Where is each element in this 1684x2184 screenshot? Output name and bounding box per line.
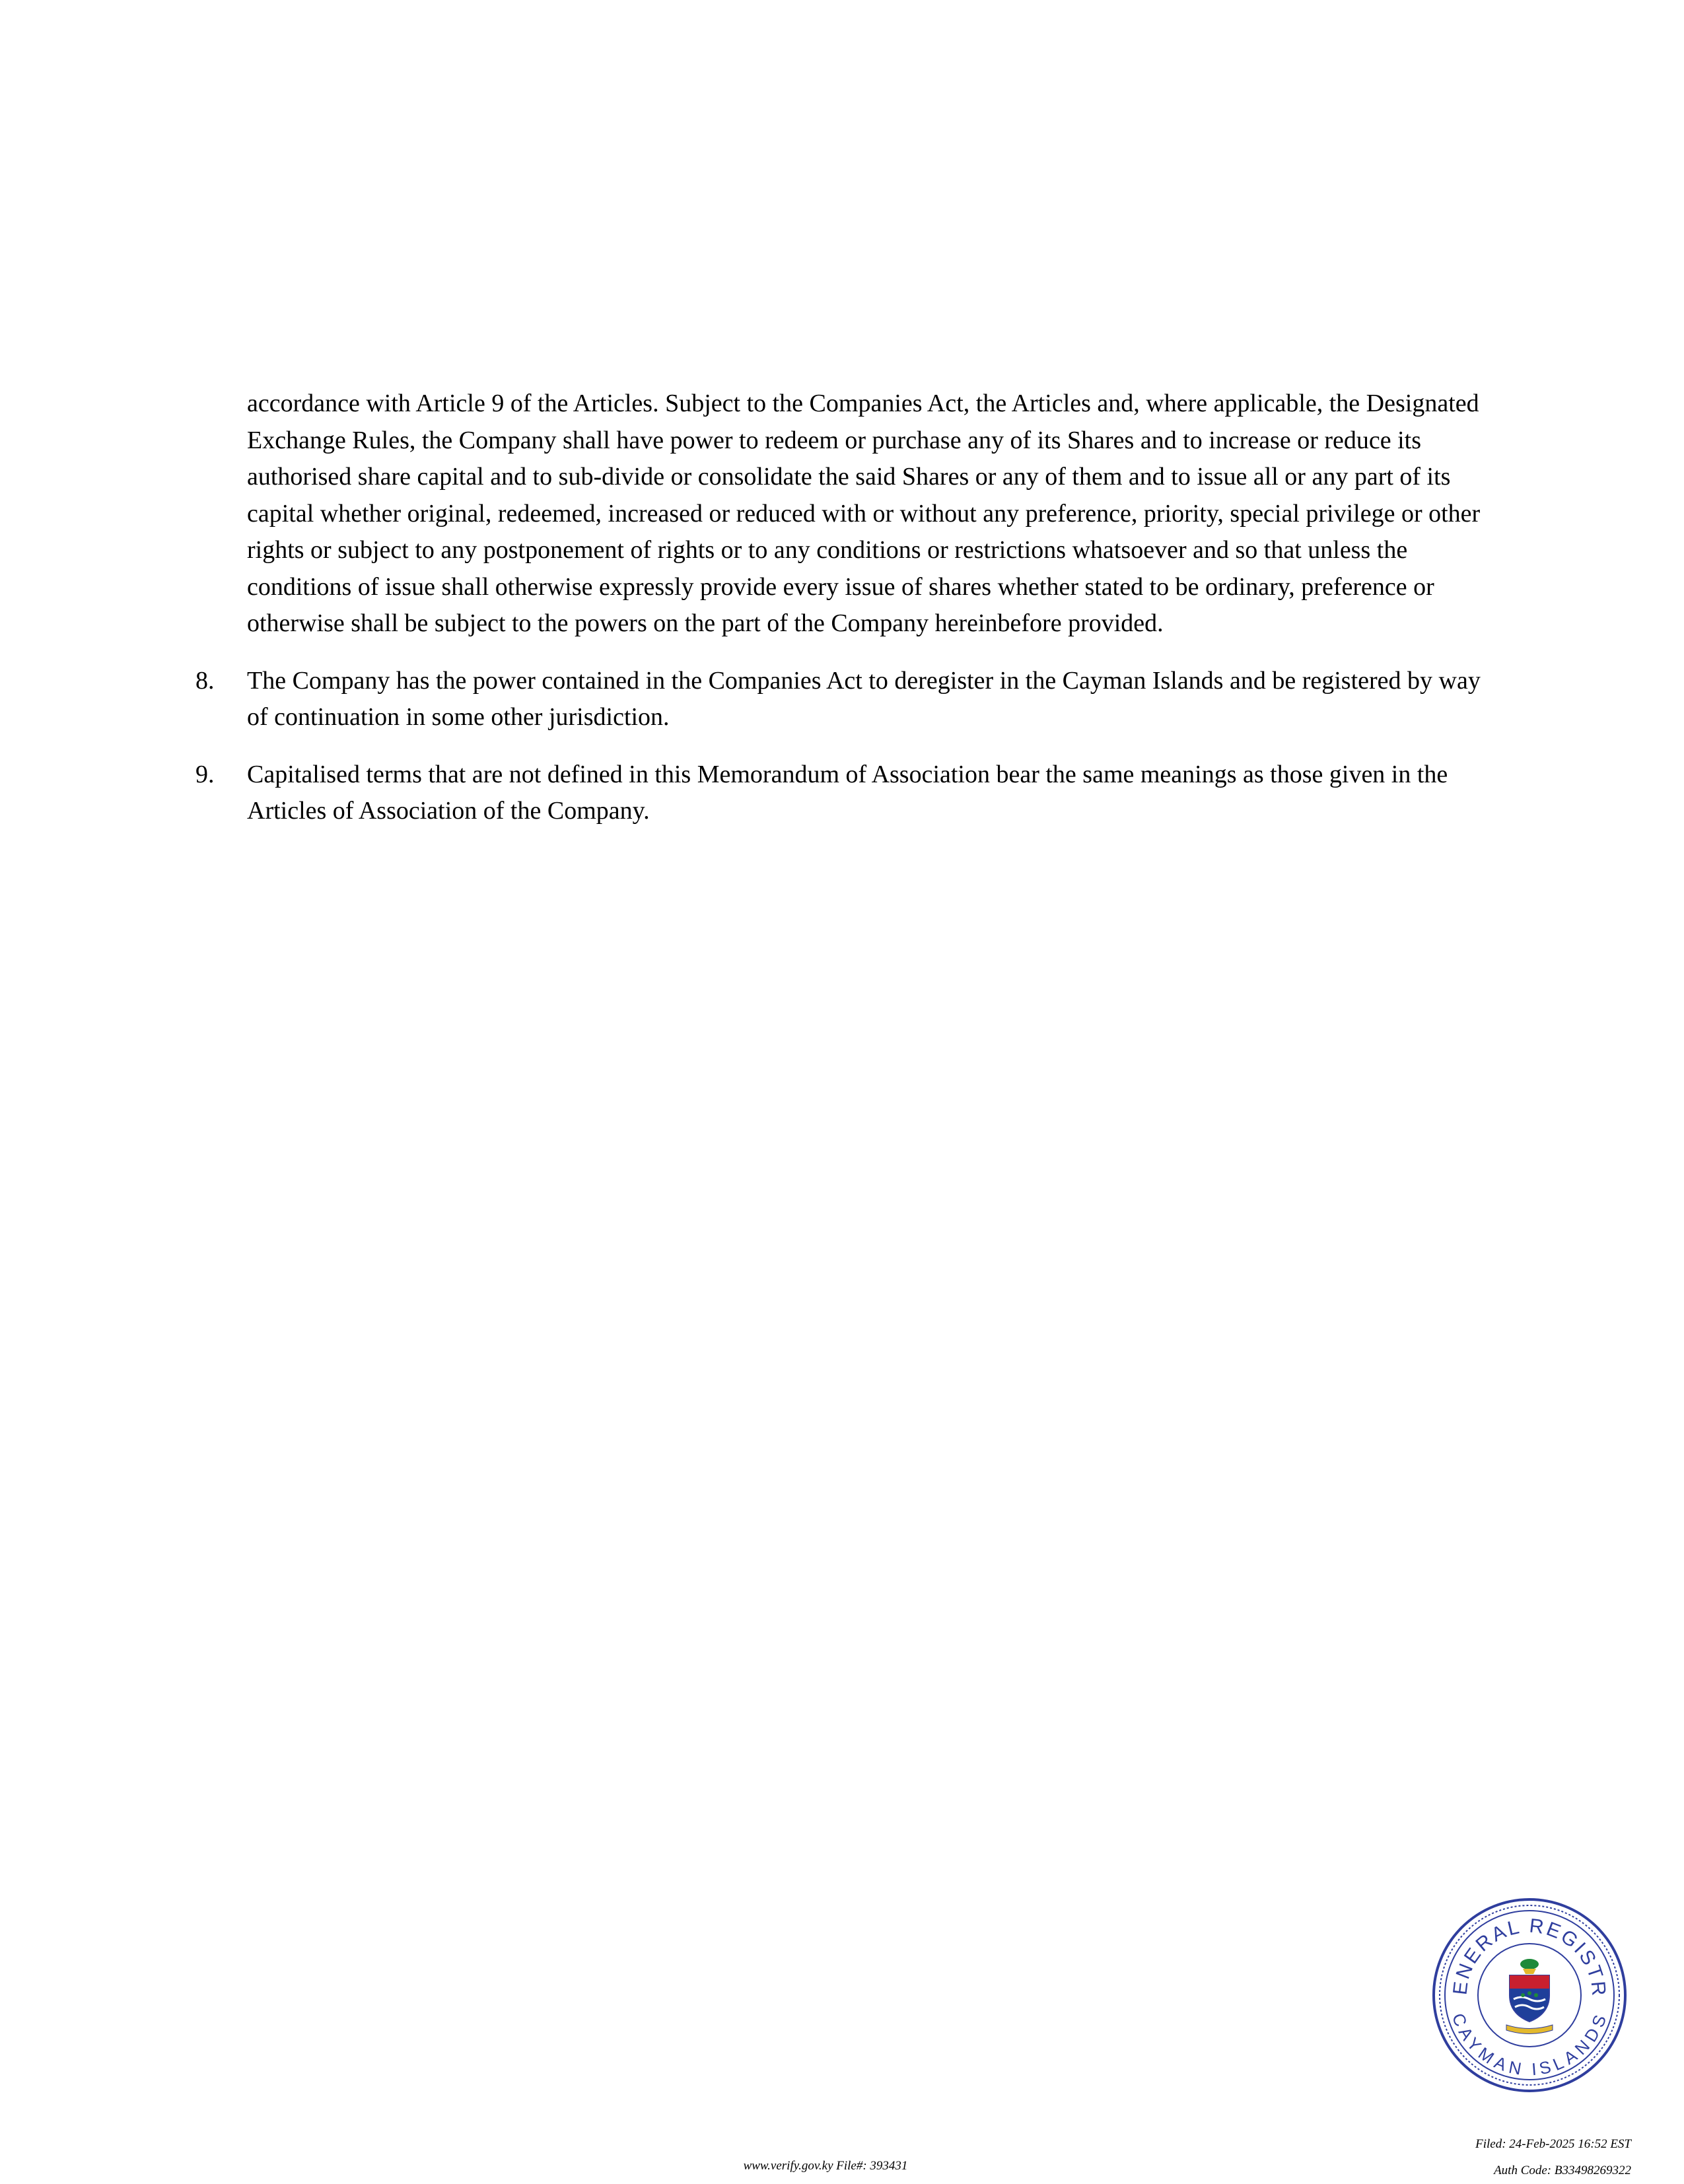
filed-date: Filed: 24-Feb-2025 16:52 EST — [1475, 2137, 1631, 2151]
clause-9 — [195, 757, 1503, 830]
clause-number: 9. — [195, 760, 215, 788]
continuation-paragraph: accordance with Article 9 of the Articles. Subject to the Companies Act, the Articles and, where applicable, the Designated Exchange Rules, the Company shall have power to redeem or purchase any of its Shares and to increase or reduce its authorised share capital and to sub-divide or consolidate the said Shares or any of them and to issue all or any part of its capital whether original, redeemed, increased or reduced with or without any preference, priority, special privilege or other rights or subject to any postponement of rights or to any conditions or restrictions whatsoever and so that unless the conditions of issue shall otherwise expressly provide every issue of shares whether stated to be ordinary, preference or otherwise shall be subject to the powers on the part of the Company hereinbefore provided. — [247, 390, 1481, 637]
seal-graphic — [1430, 1896, 1629, 2094]
clause-number: 8. — [195, 666, 215, 695]
clause-text: Capitalised terms that are not defined in this Memorandum of Association bear the same meanings as those given in the Articles of Association of the Company. — [247, 760, 1448, 825]
document-body — [195, 386, 1503, 850]
filing-info — [1393, 2131, 1631, 2184]
seal-top-text: ENERAL REGISTR — [1449, 1915, 1610, 1998]
seal-bottom-text: CAYMAN ISLANDS — [1448, 2010, 1611, 2080]
general-registry-seal — [1430, 1896, 1629, 2094]
clause-8 — [195, 663, 1503, 736]
clause-text: The Company has the power contained in the Companies Act to deregister in the Cayman Islands and be registered by way of continuation in some other jurisdiction. — [247, 666, 1481, 731]
verify-footer: www.verify.gov.ky File#: 393431 — [743, 2159, 908, 2173]
auth-code: Auth Code: B33498269322 — [1494, 2164, 1631, 2177]
